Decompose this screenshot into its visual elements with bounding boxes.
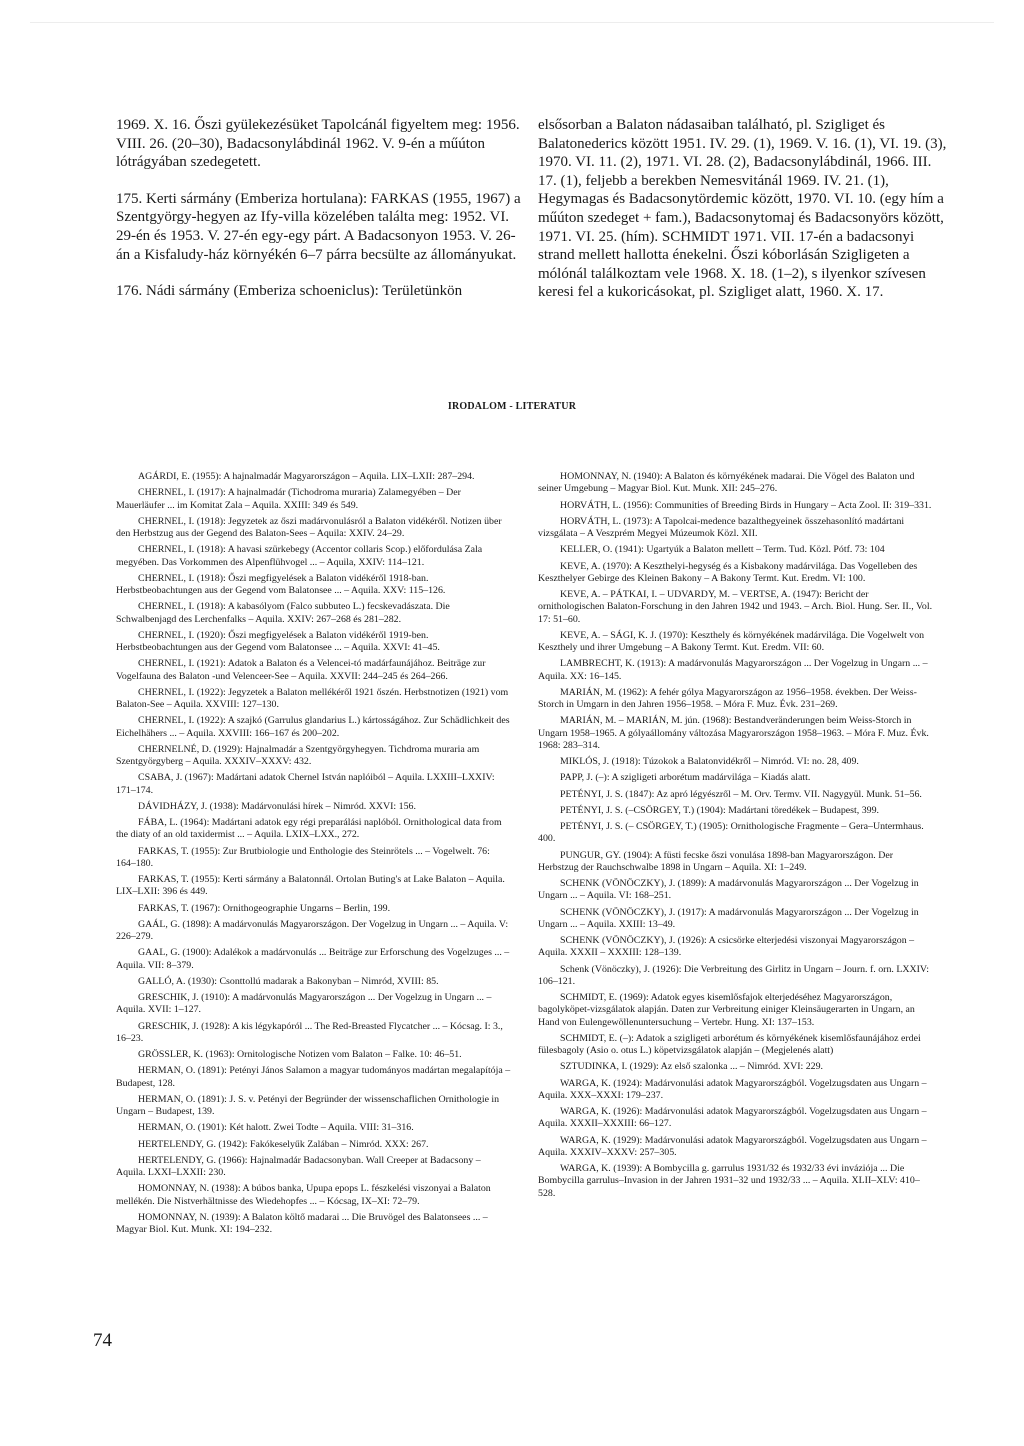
reference-entry: WARGA, K. (1929): Madárvonulási adatok Magyarországból. Vogelzugsdaten aus Ungarn – Aquila. XXXIV–XXXV: 257–305. <box>538 1134 927 1158</box>
reference-entry: GRESCHIK, J. (1910): A madárvonulás Magyarországon ... Der Vogelzug in Ungarn ... – Aquila. XVII: 1–127. <box>116 992 492 1016</box>
reference-entry: GAÁL, G. (1898): A madárvonulás Magyarországon. Der Vogelzug in Ungarn ... – Aquila. V: 226–279. <box>116 918 509 942</box>
reference-entry: CHERNEL, I. (1921): Adatok a Balaton és a Velencei-tó madárfaunájához. Beiträge zur Vogelfauna des Balaton -und Velenceer-See – Aquila. XXVII: 244–245 és 264–266. <box>116 658 486 682</box>
reference-entry: GAAL, G. (1900): Adalékok a madárvonulás ... Beiträge zur Erforschung des Vogelzuges ... – Aquila. VII: 8–379. <box>116 947 510 971</box>
reference-entry: HORVÁTH, L. (1956): Communities of Breeding Birds in Hungary – Acta Zool. II: 319–331. <box>560 499 932 511</box>
reference-entry: SCHMIDT, E. (–): Adatok a szigligeti arborétum és környékének kisemlősfaunájához erdei fülesbagoly (Asio o. otus L.) köpetvizsgálatok alapján – (Megjelenés alatt) <box>538 1032 921 1056</box>
reference-entry: CHERNEL, I. (1918): Őszi megfigyelések a Balaton vidékéről 1918-ban. Herbstbeobachtungen aus der Gegend vom Balatonsee ... – Aquila. XXV: 115–126. <box>116 572 446 596</box>
reference-entry: KEVE, A. (1970): A Keszthelyi-hegység és a Kisbakony madárvilága. Das Vogelleben des Keszthelyer Gebirge des Kleinen Bakony – A Bakony Termt. Kut. Eredm. VI: 100. <box>538 560 918 584</box>
reference-entry: AGÁRDI, E. (1955): A hajnalmadár Magyarországon – Aquila. LIX–LXII: 287–294. <box>138 471 475 482</box>
reference-entry: GRÖSSLER, K. (1963): Ornitologische Notizen vom Balaton – Falke. 10: 46–51. <box>138 1049 462 1060</box>
reference-entry: CHERNEL, I. (1918): A kabasólyom (Falco subbuteo L.) fecskevadászata. Die Schwalbenjagd des Lerchenfalks – Aquila. XXIV: 267–268 és 281–282. <box>116 601 450 625</box>
reference-entry: HERTELENDY, G. (1942): Fakókeselyűk Zalában – Nimród. XXX: 267. <box>138 1138 429 1150</box>
reference-entry: PAPP, J. (–): A szigligeti arborétum madárvilága – Kiadás alatt. <box>560 772 811 784</box>
reference-entry: HOMONNAY, N. (1940): A Balaton és környékének madarai. Die Vögel des Balaton und seiner Umgebung – Magyar Biol. Kut. Munk. XII: 245–276. <box>538 471 915 495</box>
reference-entry: FARKAS, T. (1967): Ornithogeographie Ungarns – Berlin, 199. <box>138 902 391 914</box>
reference-entry: GRESCHIK, J. (1928): A kis légykapóról ... The Red-Breasted Flycatcher ... – Kócsag. I: 3., 16–23. <box>116 1020 503 1044</box>
reference-entry: CHERNEL, I. (1920): Őszi megfigyelések a Balaton vidékéről 1919-ben. Herbstbeobachtungen aus der Gegend vom Balatonsee ... – Aquila. XXVI: 41–45. <box>116 629 440 653</box>
reference-entry: KEVE, A. – PÁTKAI, I. – UDVARDY, M. – VERTSE, A. (1947): Bericht der ornithologischen Balaton-Forschung in den Jahren 1942 und 1943. – Arch. Biol. Hung. Ser. II., Vol. 17: 51–60. <box>538 589 933 625</box>
reference-entry: LAMBRECHT, K. (1913): A madárvonulás Magyarországon ... Der Vogelzug in Ungarn ... – Aquila. XX: 16–145. <box>538 658 928 682</box>
reference-entry: FARKAS, T. (1955): Kerti sármány a Balatonnál. Ortolan Buting's at Lake Balaton – Aquila. LIX–LXII: 396 és 449. <box>116 874 505 898</box>
reference-entry: KELLER, O. (1941): Ugartyúk a Balaton mellett – Term. Tud. Közl. Pótf. 73: 104 <box>560 544 885 556</box>
reference-entry: MARIÁN, M. (1962): A fehér gólya Magyarországon az 1956–1958. években. Der Weiss-Storch in Umgarn in den Jahren 1956–1958. – Móra F. Muz. Évk. 231–269. <box>538 686 917 710</box>
reference-entry: HERTELENDY, G. (1966): Hajnalmadár Badacsonyban. Wall Creeper at Badacsony – Aquila. LXXI–LXXII: 230. <box>116 1154 481 1178</box>
reference-entry: PUNGUR, GY. (1904): A füsti fecske őszi vonulása 1898-ban Magyarországon. Der Herbstzug der Rauchschwalbe 1898 in Ungarn – Aquila. XI: 1–249. <box>538 849 894 873</box>
reference-entry: CHERNEL, I. (1918): Jegyzetek az őszi madárvonulásról a Balaton vidékéről. Notizen über den Herbstzug aus der Gegend des Balaton-Sees – Aquila: XXIV. 24–29. <box>116 515 502 539</box>
reference-entry: DÁVIDHÁZY, J. (1938): Madárvonulási hírek – Nimród. XXVI: 156. <box>138 800 416 812</box>
reference-entry: WARGA, K. (1924): Madárvonulási adatok Magyarországból. Vogelzugsdaten aus Ungarn – Aquila. XXX–XXXI: 179–237. <box>538 1077 927 1101</box>
article-paragraph: 1969. X. 16. Őszi gyülekezésüket Tapolcánál figyeltem meg: 1956. VIII. 26. (20–30), Badacsonylábdinál 1962. V. 9-én a műúton lótrágyában szedegetett. <box>116 117 520 171</box>
article-text-left-column <box>116 116 526 301</box>
reference-entry: CHERNEL, I. (1922): Jegyzetek a Balaton mellékéről 1921 őszén. Herbstnotizen (1921) vom Balaton-See – Aquila. XXVIII: 127–130. <box>116 686 509 710</box>
reference-entry: KEVE, A. – SÁGI, K. J. (1970): Keszthely és környékének madárvilága. Die Vogelwelt von Keszthely und ihrer Umgebung – A Bakony Termt. Kut. Eredm. VII: 60. <box>538 629 925 653</box>
reference-entry: WARGA, K. (1939): A Bombycilla g. garrulus 1931/32 és 1932/33 évi inváziója ... Die Bombycilla garrulus–Invasion in der Jahren 1931–32 und 1932/33 ... – Aquila. XLII–XLV: 410–528. <box>538 1163 920 1199</box>
references-left-column <box>116 471 511 1240</box>
reference-entry: PETÉNYI, J. S. (– CSÖRGEY, T.) (1905): Ornithologische Fragmente – Gera–Untermhaus. 400. <box>538 821 924 845</box>
reference-entry: HORVÁTH, L. (1973): A Tapolcai-medence bazalthegyeinek összehasonlító madártani vizsgálata – A Veszprém Megyei Múzeumok Közl. XII. <box>538 515 905 539</box>
reference-entry: SCHENK (VÖNÖCZKY), J. (1926): A csicsörke elterjedési viszonyai Magyarországon – Aquila. XXXII – XXXIII: 128–139. <box>538 935 915 959</box>
reference-entry: HERMAN, O. (1901): Két halott. Zwei Todte – Aquila. VIII: 31–316. <box>138 1122 414 1134</box>
reference-entry: PETÉNYI, J. S. (–CSÖRGEY, T.) (1904): Madártani töredékek – Budapest, 399. <box>560 804 879 816</box>
reference-entry: PETÉNYI, J. S. (1847): Az apró légyészről – M. Orv. Termv. VII. Nagygyül. Munk. 51–56. <box>560 788 922 800</box>
page-number: 74 <box>93 1330 112 1351</box>
reference-entry: WARGA, K. (1926): Madárvonulási adatok Magyarországból. Vogelzugsdaten aus Ungarn – Aquila. XXXII–XXXIII: 66–127. <box>538 1106 927 1130</box>
reference-entry: FARKAS, T. (1955): Zur Brutbiologie und Enthologie des Steinrötels ... – Vogelwelt. 76: 164–180. <box>116 845 490 869</box>
reference-entry: SCHENK (VÖNÖCZKY), J. (1899): A madárvonulás Magyarországon ... Der Vogelzug in Ungarn ... – Aquila. VI: 168–251. <box>538 878 919 902</box>
reference-entry: MIKLÓS, J. (1918): Túzokok a Balatonvidékről – Nimród. VI: no. 28, 409. <box>560 756 859 767</box>
references-heading: IRODALOM - LITERATUR <box>447 401 577 412</box>
article-paragraph: 176. Nádi sármány (Emberiza schoeniclus): Területünkön <box>116 283 463 300</box>
reference-entry: CHERNEL, I. (1918): A havasi szürkebegy (Accentor collaris Scop.) előfordulása Zala megyében. Das Vorkommen des Alpenflühvogel ... – Aquila, XXIV: 114–121. <box>116 544 483 568</box>
reference-entry: GALLÓ, A. (1930): Csonttollú madarak a Bakonyban – Nimród, XVIII: 85. <box>138 975 439 987</box>
reference-entry: CSABA, J. (1967): Madártani adatok Chernel István naplóiból – Aquila. LXXIII–LXXIV: 171–174. <box>116 772 495 796</box>
reference-entry: CHERNEL, I. (1917): A hajnalmadár (Tichodroma muraria) Zalamegyében – Der Mauerläufer ... im Komitat Zala – Aquila. XXIII: 349 és 549. <box>116 487 461 511</box>
article-text-right-column <box>538 116 948 302</box>
reference-entry: HERMAN, O. (1891): Petényi János Salamon a magyar tudományos madártan megalapítója – Budapest, 128. <box>116 1065 511 1089</box>
article-paragraph: 175. Kerti sármány (Emberiza hortulana): FARKAS (1955, 1967) a Szentgyörgy-hegyen az Ify-villa közelében találta meg: 1952. VI. 29-én és 1953. V. 27-én egy-egy párt. A Badacsonyon 1953. V. 26-án a Kisfaludy-ház környékén 6–7 párra becsülte az állományukat. <box>116 190 521 263</box>
reference-entry: CHERNEL, I. (1922): A szajkó (Garrulus glandarius L.) kártosságához. Zur Schädlichkeit des Eichelhähers ... – Aquila. XXVIII: 166–167 és 200–202. <box>116 715 510 739</box>
reference-entry: FÁBA, L. (1964): Madártani adatok egy régi preparálási naplóból. Ornithological data from the diaty of an old taxidermist ... – Aquila. LXIX–LXX., 272. <box>116 817 502 841</box>
article-paragraph: elsősorban a Balaton nádasaiban található, pl. Szigliget és Balatonederics között 1951. IV. 29. (1), 1969. V. 16. (1), VI. 19. (3), 1970. VI. 11. (2), 1971. VI. 28. (2), Badacsonylábdinál, 1966. III. 17. (1), feljebb a berekben Nemesvitánál 1969. IV. 21. (1), Hegymagas és Badacsonytördemic között, 1970. VI. 10. (egy hím a műúton szedeget + fam.), Badacsonytomaj és Badacsonyörs között, 1971. VI. 25. (hím). SCHMIDT 1971. VII. 17-én a badacsonyi strand mellett hallotta énekelni. Őszi kóborlásán Szigligeten a mólónál találkoztam vele 1968. X. 18. (1–2), s ilyenkor szívesen keresi fel a kukoricásokat, pl. Szigliget alatt, 1960. X. 17. <box>538 117 947 301</box>
reference-entry: Schenk (Vönöczky), J. (1926): Die Verbreitung des Girlitz in Ungarn – Journ. f. orn. LXXIV: 106–121. <box>538 963 930 987</box>
reference-entry: HOMONNAY, N. (1938): A búbos banka, Upupa epops L. fészkelési viszonyai a Balaton mellékén. Die Nistverhältnisse des Wiedehopfes ... – Kócsag, IX–XI: 72–79. <box>116 1183 491 1207</box>
reference-entry: HOMONNAY, N. (1939): A Balaton költő madarai ... Die Bruvögel des Balatonsees ... – Magyar Biol. Kut. Munk. XI: 194–232. <box>116 1211 488 1235</box>
reference-entry: SCHMIDT, E. (1969): Adatok egyes kisemlősfajok elterjedéséhez Magyarországon, bagolyköpet-vizsgálatok alapján. Daten zur Verbreitung einiger Kleinsäugerarten in Ungarn, an Hand von Eulengewöllenuntersuchung – Vertebr. Hung. XI: 137–153. <box>538 992 915 1028</box>
reference-entry: SZTUDINKA, I. (1929): Az első szalonka ... – Nimród. XVI: 229. <box>560 1061 824 1073</box>
reference-entry: CHERNELNÉ, D. (1929): Hajnalmadár a Szentgyörgyhegyen. Tichdroma muraria am Szentgyörgyberg – Aquila. XXXIV–XXXV: 432. <box>116 743 480 767</box>
reference-entry: MARIÁN, M. – MARIÁN, M. jún. (1968): Bestandveränderungen beim Weiss-Storch in Ungarn 1958–1965. A gólyaállomány változása Magyarországon 1958–1963. – Móra F. Muz. Évk. 1968: 283–314. <box>538 715 929 751</box>
page-top-rule <box>30 22 994 23</box>
reference-entry: HERMAN, O. (1891): J. S. v. Petényi der Begründer der wissenschaflichen Ornithologie in Ungarn – Budapest, 139. <box>116 1093 500 1117</box>
reference-entry: SCHENK (VÖNÖCZKY), J. (1917): A madárvonulás Magyarországon ... Der Vogelzug in Ungarn ... – Aquila. XXIII: 13–49. <box>538 906 919 930</box>
references-right-column <box>538 471 933 1204</box>
